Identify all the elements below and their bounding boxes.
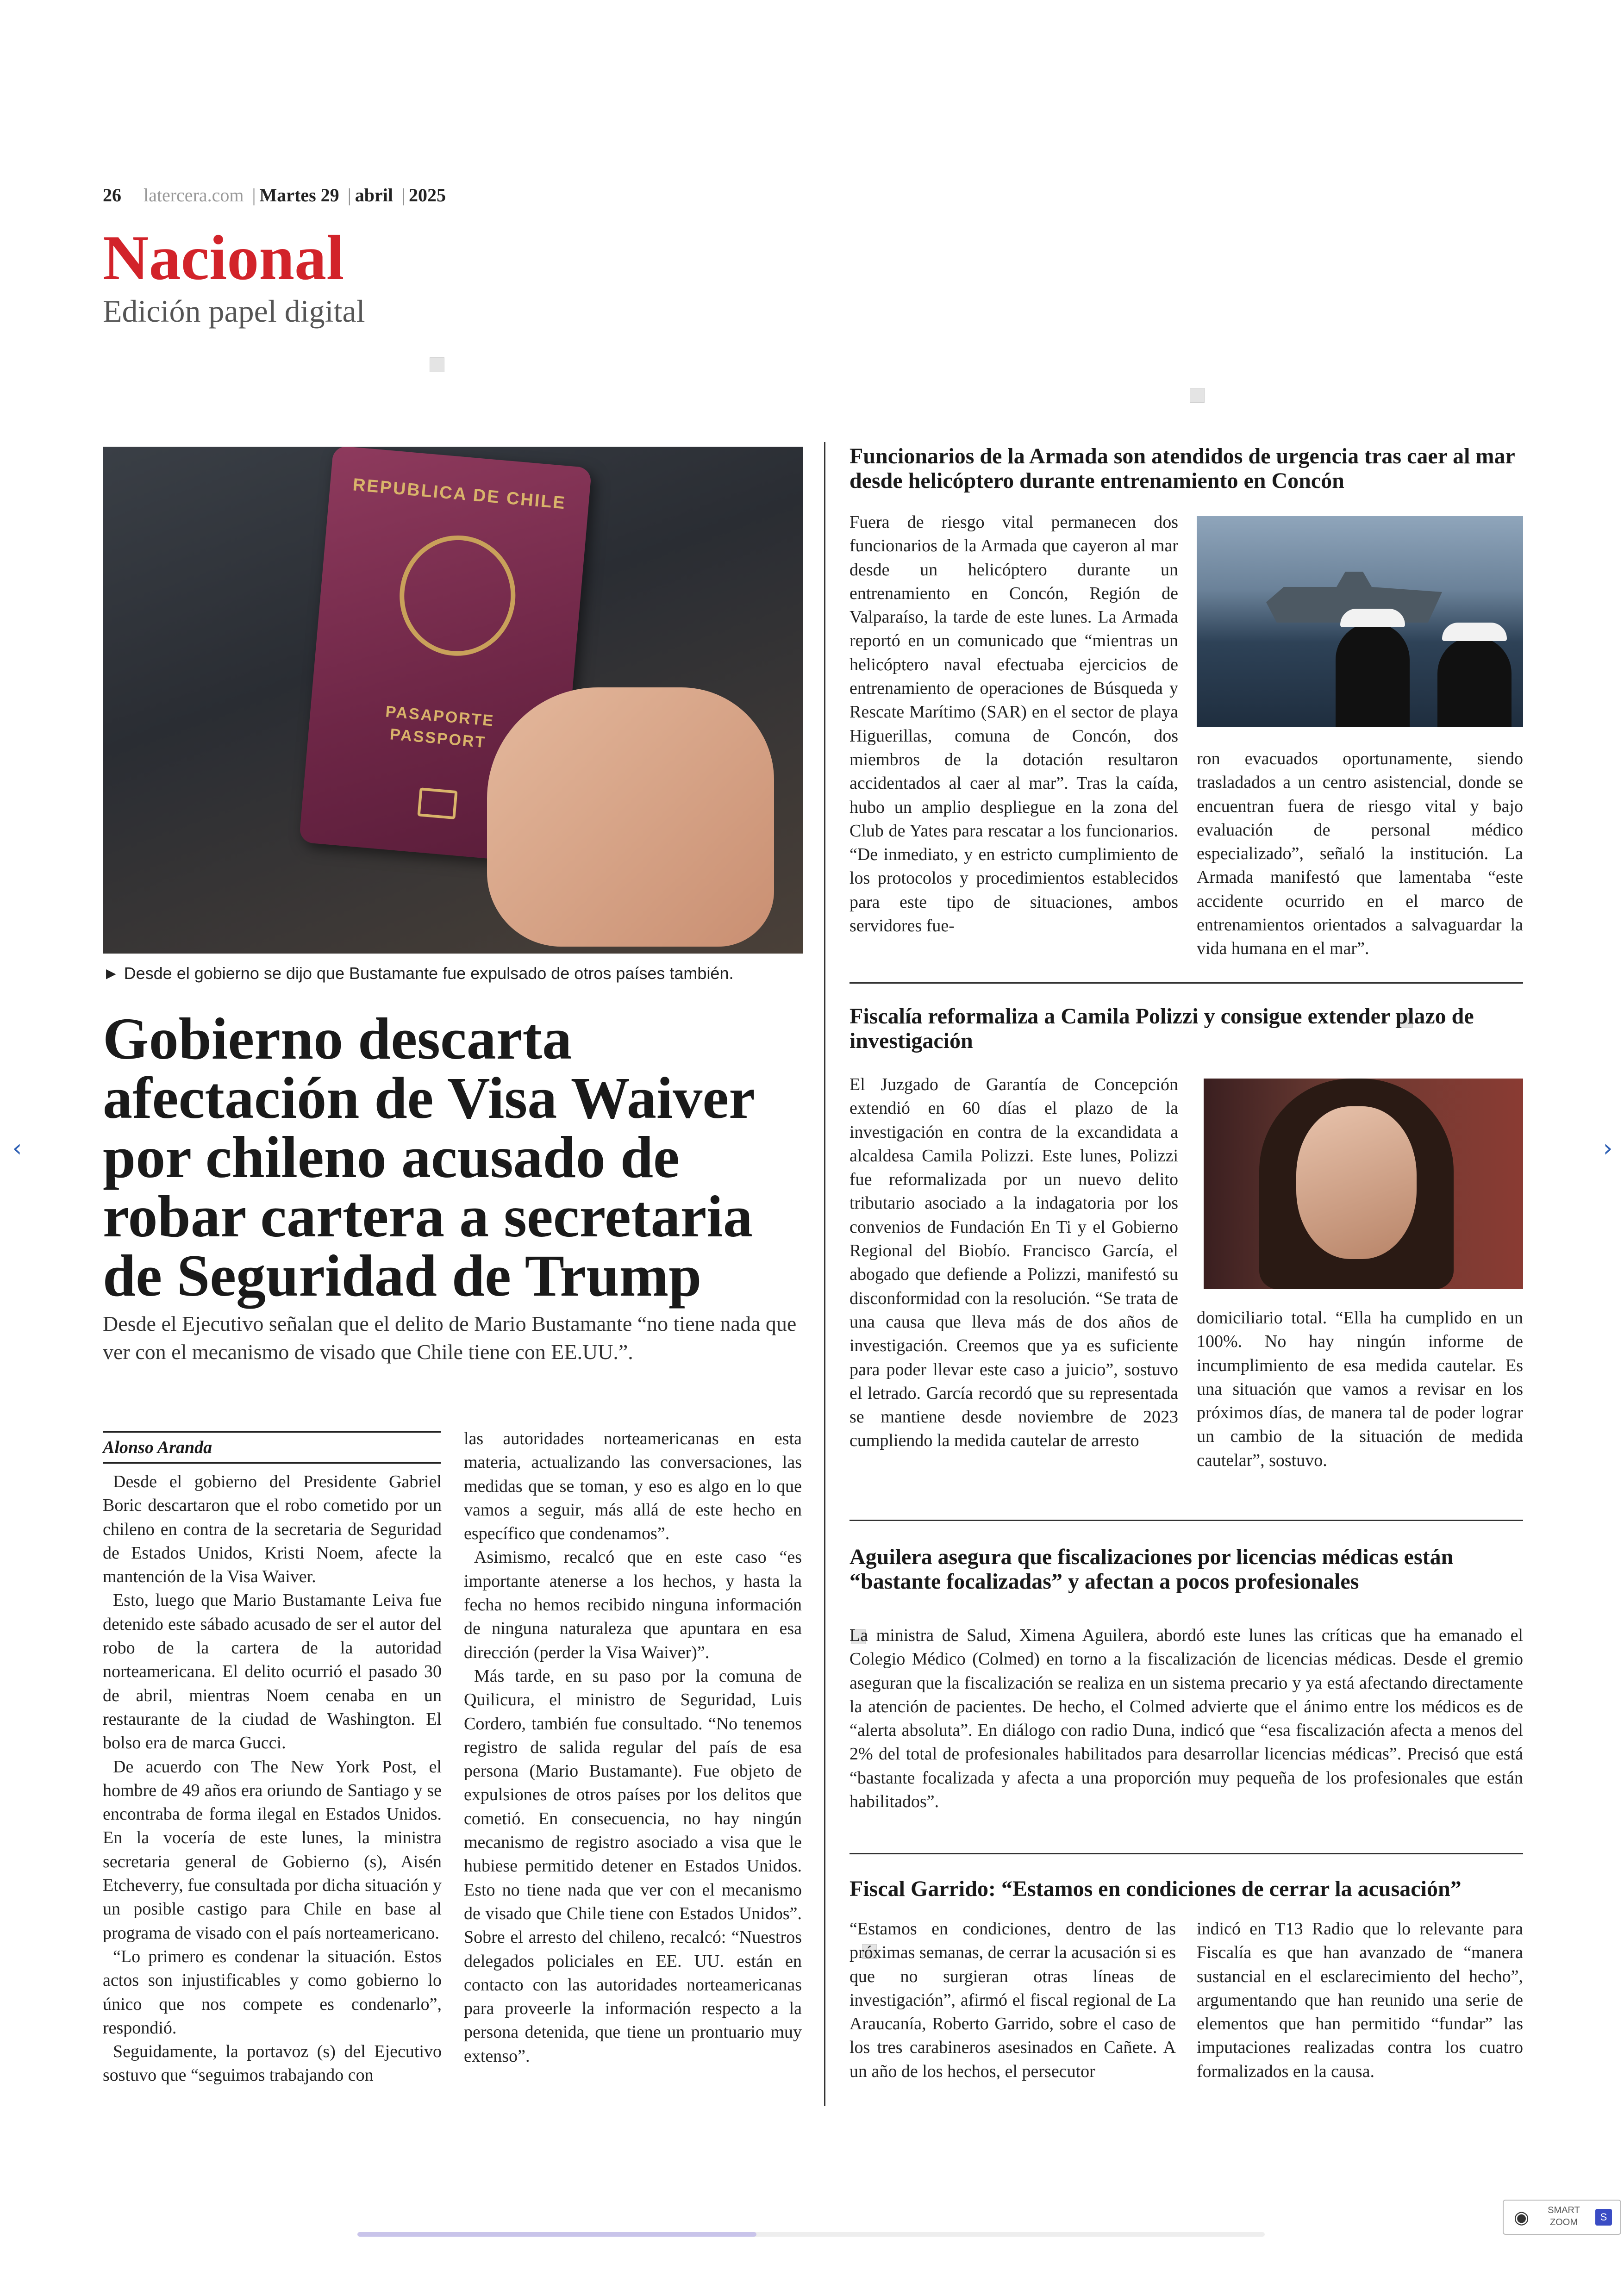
- passport-photo: [103, 447, 803, 954]
- main-headline: Gobierno descarta afectación de Visa Waiver por chileno acusado de robar cartera a secretaria de Seguridad de Trump: [103, 1006, 754, 1309]
- polizzi-column-2: domiciliario total. “Ella ha cumplido en un 100%. No hay ningún informe de incumplimiento de esa medida cautelar. Es una situación que vamos a revisar en los próximos días, de manera tal de poder lograr un cambio de la situación de medida cautelar”, sostuvo.: [1197, 1308, 1523, 1470]
- smart-zoom-line2: ZOOM: [1550, 2217, 1578, 2227]
- article-separator: [849, 982, 1523, 984]
- sailor-figure: [1336, 623, 1410, 727]
- garrido-column-2: indicó en T13 Radio que lo relevante para Fiscalía es que han avanzado de “manera sustancial en el esclarecimiento del hecho”, argumentando que han reunido una serie de elementos que han permitido “fundar” las imputaciones realizadas contra los cuatro formalizados en la causa.: [1197, 1919, 1523, 2081]
- date-year: 2025: [408, 185, 446, 206]
- paragraph: “Lo primero es condenar la situación. Estos actos son injustificables y como gobierno lo único que nos compete es condenarlo”, respondió.: [103, 1946, 442, 2038]
- article-separator: [849, 1853, 1523, 1854]
- passport-label-es: PASAPORTE: [385, 703, 495, 730]
- hand-shape: [487, 687, 774, 947]
- paragraph: Seguidamente, la portavoz (s) del Ejecutivo sostuvo que “seguimos trabajando con: [103, 2042, 442, 2085]
- smart-zoom-line1: SMART: [1548, 2205, 1580, 2215]
- polizzi-column-1: El Juzgado de Garantía de Concepción extendió en 60 días el plazo de la investigación en contra de la excandidata a alcaldesa Camila Polizzi. Este lunes, Polizzi fue reformalizada por un nuevo delito tributario asociado a la indagatoria por los convenios de Fundación En Ti y el Gobierno Regional del Biobío. Francisco García, el abogado que defiende a Polizzi, manifestó su disconformidad con la resolución. “Se trata de una causa que lleva más de dos años de investigación. Creemos que ya es suficiente para poder llevar este caso a juicio”, sostuvo el letrado. García recordó que su representada se mantiene desde noviembre de 2023 cumpliendo la medida cautelar de arresto: [849, 1075, 1178, 1451]
- armada-column-2: ron evacuados oportunamente, siendo trasladados a un centro asistencial, donde se encuentran fuera de riesgo vital y bajo evaluación de personal médico especializado”, señaló la institución. La Armada manifestó que lamentaba “este accidente ocurrido en el marco de entrenamientos orientados a salvaguardar la vida humana en el mar”.: [1197, 749, 1523, 959]
- chevron-left-icon[interactable]: ‹: [12, 1135, 22, 1162]
- aguilera-body: La ministra de Salud, Ximena Aguilera, abordó este lunes las críticas que ha emanado el Colegio Médico (Colmed) en torno a la fiscalización de licencias médicas. Desde el gremio aseguran que la fiscalización se realiza en un sistema precario y ya está afectando directamente la atención de pacientes. De hecho, el Colmed advierte que el ánimo entre los médicos es de “alerta absoluta”. En diálogo con radio Duna, indicó que “esa fiscalización afecta a menos del 2% del total de profesionales habilitados para desarrollar licencias médicas”. Precisó que está “bastante focalizada y afecta a una proporción muy pequeña de los profesionales que están habilitados”.: [849, 1626, 1523, 1812]
- paragraph: Asimismo, recalcó que en este caso “es importante atenerse a los hechos, y hasta la fecha no hemos recibido ninguna información de ninguna naturaleza que apuntara en esa dirección (perder la Visa Waiver)”.: [464, 1547, 802, 1662]
- annotation-marker[interactable]: [1190, 388, 1205, 403]
- separator: |: [347, 185, 351, 206]
- article-lead: Desde el Ejecutivo señalan que el delito de Mario Bustamante “no tiene nada que ver con el mecanismo de visado que Chile tiene con EE.UU.”.: [103, 1312, 797, 1364]
- eye-icon: ◉: [1514, 2207, 1530, 2227]
- armada-column-1: Fuera de riesgo vital permanecen dos funcionarios de la Armada que cayeron al mar desde un helicóptero durante un entrenamiento en Concón, Región de Valparaíso, la tarde de este lunes. La Armada reportó en un comunicado que “mientras un helicóptero naval efectuaba ejercicios de entrenamiento de operaciones de Búsqueda y Rescate Marítimo (SAR) en el sector de playa Higuerillas, comuna de Concón, dos miembros de la dotación resultaron accidentados al caer al mar”. Tras la caída, hubo un amplio despliegue en la zona del Club de Yates para rescatar a los funcionarios. “De inmediato, y en estricto cumplimiento de los protocolos y procedimientos establecidos para este tipo de situaciones, ambos servidores fue-: [849, 512, 1178, 936]
- polizzi-photo: [1204, 1079, 1523, 1289]
- paragraph: Más tarde, en su paso por la comuna de Quilicura, el ministro de Seguridad, Luis Cordero, también fue consultado. “No tenemos registro de salida regular del país de esa persona (Mario Bustamante). Fue objeto de expulsiones de otros países por los delitos que cometió. En consecuencia, no hay ningún mecanismo de registro asociado a visa que le hubiese permitido detener en Estados Unidos. Esto no tiene nada que ver con el mecanismo de visado que Chile tiene con Estados Unidos”. Sobre el arresto del chileno, recalcó: “Nuestros delegados policiales en EE. UU. están en contacto con las autoridades norteamericanas para proveerle la información respecto a la persona detenida, que tiene un prontuario muy extenso”.: [464, 1666, 802, 2066]
- armada-headline: Funcionarios de la Armada son atendidos de urgencia tras caer al mar desde helicóptero durante entrenamiento en Concón: [849, 444, 1515, 493]
- date-day: Martes 29: [259, 185, 339, 206]
- page-progress-fill: [357, 2232, 756, 2237]
- passport-label-en: PASSPORT: [389, 725, 487, 751]
- paragraph: De acuerdo con The New York Post, el hombre de 49 años era oriundo de Santiago y se encontraba de forma ilegal en Estados Unidos. En la vocería de este lunes, la ministra secretaria general de Gobierno (s), Aisén Etcheverry, fue consultada por dicha situación y un posible castigo para Chile en base al programa de visado con el país norteamericano.: [103, 1757, 442, 1943]
- date-month: abril: [355, 185, 393, 206]
- photo-caption: ► Desde el gobierno se dijo que Bustamante fue expulsado de otros países también.: [103, 964, 734, 983]
- sailor-cap: [1340, 609, 1405, 627]
- sailor-figure: [1437, 636, 1512, 727]
- garrido-column-1: “Estamos en condiciones, dentro de las próximas semanas, de cerrar la acusación si es que no surgieran otras líneas de investigación”, afirmó el fiscal regional de La Araucanía, Roberto Garrido, sobre el caso de los tres carabineros asesinados en Cañete. A un año de los hechos, el persecutor: [849, 1919, 1176, 2081]
- biometric-chip-icon: [417, 787, 457, 819]
- edition-subtitle: Edición papel digital: [103, 293, 365, 329]
- smart-zoom-button[interactable]: [1503, 2200, 1621, 2235]
- face-shape: [1296, 1106, 1417, 1259]
- paragraph: las autoridades norteamericanas en esta materia, actualizando las conversaciones, las medidas que se toman, y eso es algo en lo que vamos a seguir, más allá de este hecho en específico que condenamos”.: [464, 1429, 802, 1544]
- aguilera-headline: Aguilera asegura que fiscalizaciones por licencias médicas están “bastante focalizadas” y afectan a pocos profesionales: [849, 1545, 1454, 1594]
- polizzi-headline: Fiscalía reformaliza a Camila Polizzi y consigue extender plazo de investigación: [849, 1004, 1474, 1053]
- site-name: latercera.com: [144, 185, 244, 206]
- annotation-marker[interactable]: [430, 357, 444, 372]
- page-number: 26: [103, 185, 121, 206]
- folio-line: [103, 184, 446, 206]
- paragraph: Esto, luego que Mario Bustamante Leiva fue detenido este sábado acusado de ser el autor del robo de la cartera de la autoridad norteamericana. El delito ocurrió el pasado 30 de abril, mientras Noem cenaba en un restaurante de la ciudad de Washington. El bolso era de marca Gucci.: [103, 1590, 442, 1753]
- coat-of-arms-icon: [394, 530, 520, 661]
- navy-photo: [1197, 516, 1523, 727]
- sailor-cap: [1442, 623, 1507, 641]
- paragraph: Desde el gobierno del Presidente Gabriel Boric descartaron que el robo cometido por un chileno en contra de la secretaria de Seguridad de Estados Unidos, Kristi Noem, afecte la mantención de la Visa Waiver.: [103, 1472, 442, 1587]
- garrido-headline: Fiscal Garrido: “Estamos en condiciones de cerrar la acusación”: [849, 1877, 1462, 1901]
- section-title: Nacional: [103, 222, 344, 293]
- smart-zoom-label: [1541, 2204, 1587, 2228]
- separator: |: [252, 185, 256, 206]
- main-article-column-1: [103, 1470, 442, 2088]
- passport-country-label: REPUBLICA DE CHILE: [352, 475, 567, 513]
- main-article-column-2: [464, 1427, 802, 2068]
- chevron-right-icon[interactable]: ›: [1603, 1135, 1613, 1162]
- separator: |: [401, 185, 405, 206]
- article-separator: [849, 1520, 1523, 1521]
- column-divider: [824, 442, 825, 2106]
- smart-zoom-badge: S: [1595, 2209, 1612, 2226]
- byline: Alonso Aranda: [103, 1431, 441, 1464]
